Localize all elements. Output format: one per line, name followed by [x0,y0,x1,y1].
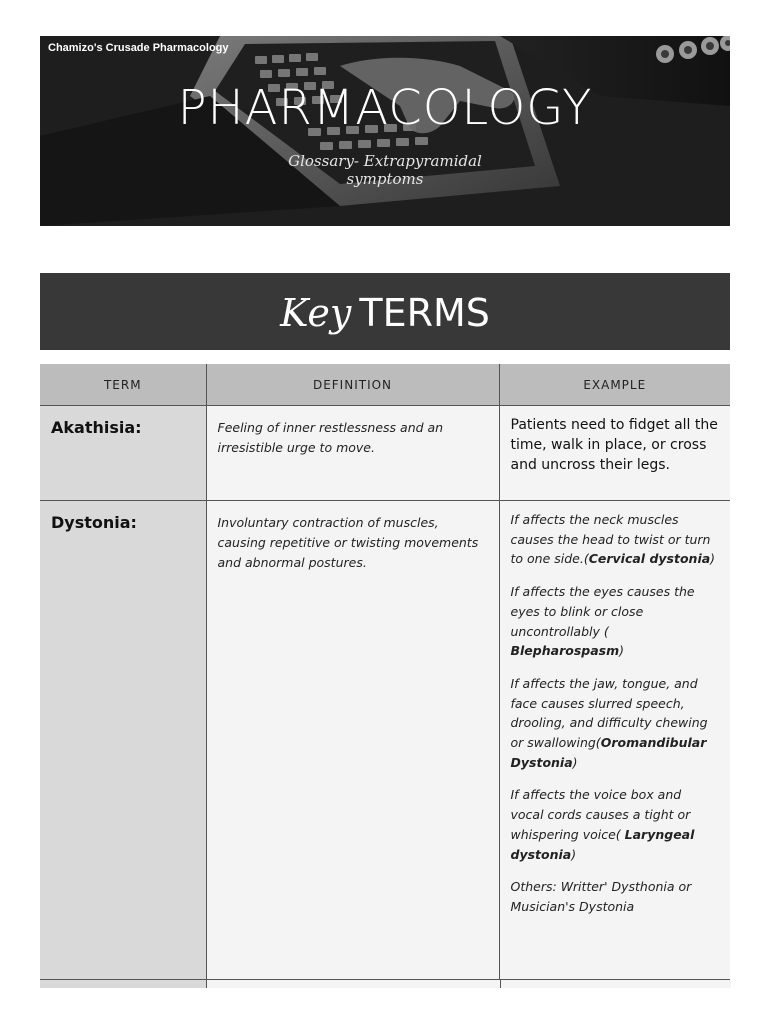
example-paragraph [511,582,719,661]
example-text: Others: Writter' Dysthonia or Musician's Dystonia [510,879,692,914]
definition-cell [206,406,499,501]
example-paragraph [511,785,719,864]
term-cell [40,406,206,501]
key-terms-bar [40,273,730,350]
example-cell [499,501,730,980]
header-banner [40,36,730,226]
example-paragraph [511,877,719,916]
example-text: If affects the jaw, tongue, and face causes slurred speech, drooling, and difficulty chewing or swallowing( [510,675,708,751]
terms-word: TERMS [359,291,490,335]
term-name: Akathisia: [51,418,142,437]
term-definition: Involuntary contraction of muscles, causing repetitive or twisting movements and abnormal postures. [217,515,479,570]
page-subtitle: Glossary- Extrapyramidal symptoms [288,152,482,188]
next-term-cell [40,980,206,988]
glossary-table [40,364,730,980]
example-condition-name: Cervical dystonia [588,551,711,567]
example-paragraph [511,674,719,773]
table-header-row [40,364,730,406]
column-header-term: TERM [40,364,206,406]
table-row [40,501,730,980]
example-tail: ) [710,551,716,567]
example-condition-name: Laryngeal dystonia [510,826,695,862]
column-header-definition: DEFINITION [206,364,499,406]
key-word: Key [280,291,352,335]
brand-name: Chamizo's Crusade Pharmacology [48,42,229,54]
example-text: If affects the neck muscles causes the head to twist or turn to one side.( [510,512,711,567]
next-row-fragment [40,980,730,988]
term-example: Patients need to fidget all the time, walk in place, or cross and uncross their legs. [510,417,718,473]
example-tail: ) [571,846,577,862]
table-row [40,406,730,501]
term-cell [40,501,206,980]
term-definition: Feeling of inner restlessness and an irresistible urge to move. [217,420,444,455]
page-title: PHARMACOLOGY [177,80,593,136]
column-header-example: EXAMPLE [499,364,730,406]
next-example-cell [500,980,731,988]
definition-cell [206,501,499,980]
example-condition-name: Oromandibular Dystonia [510,735,707,770]
next-definition-cell [206,980,500,988]
example-tail: ) [572,754,578,770]
term-name: Dystonia: [51,513,137,532]
example-cell [499,406,730,501]
example-text: If affects the voice box and vocal cords causes a tight or whispering voice( [510,787,691,842]
example-condition-name: Blepharospasm [510,643,620,659]
example-paragraph [511,510,719,569]
example-tail: ) [619,643,625,659]
key-terms-heading [40,290,730,337]
example-text: If affects the eyes causes the eyes to blink or close uncontrollably ( [510,584,695,639]
